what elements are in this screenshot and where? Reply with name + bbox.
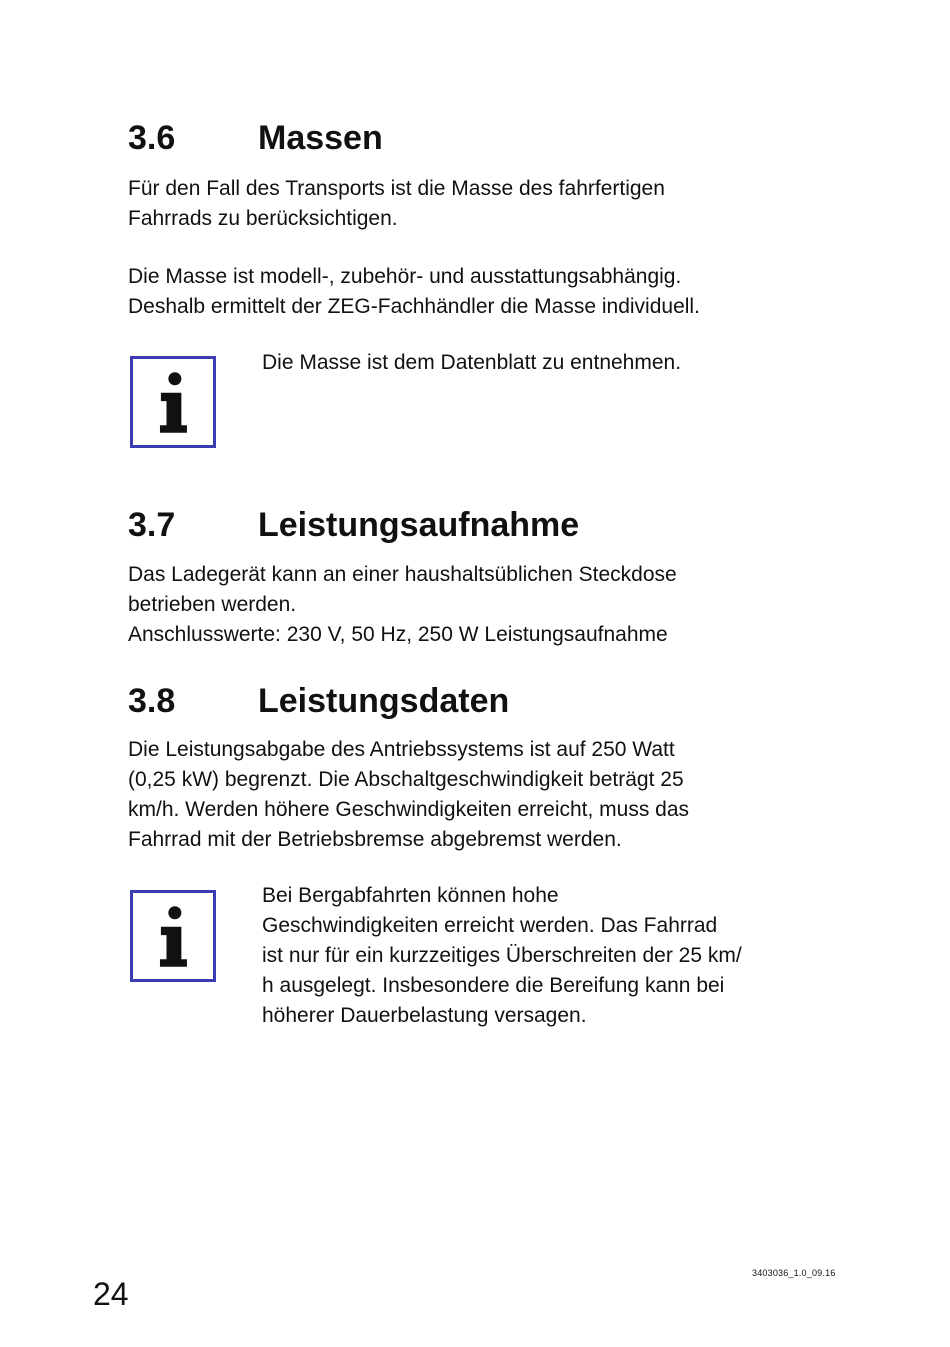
text-line: Das Ladegerät kann an einer haushaltsüblichen Steckdose <box>128 563 677 586</box>
text-line: Die Masse ist modell-, zubehör- und ausstattungsabhängig. <box>128 265 682 288</box>
text-line: Die Masse ist dem Datenblatt zu entnehmen. <box>262 351 682 374</box>
section-3-7-paragraph <box>128 560 677 650</box>
info-icon <box>130 890 216 982</box>
text-line: ist nur für ein kurzzeitiges Überschreiten der 25 km/ <box>262 944 742 967</box>
section-3-7-number: 3.7 <box>128 506 176 544</box>
text-line: betrieben werden. <box>128 593 297 616</box>
text-line: Geschwindigkeiten erreicht werden. Das Fahrrad <box>262 914 718 937</box>
document-code: 3403036_1.0_09.16 <box>752 1268 836 1278</box>
section-3-6-paragraph-2 <box>128 262 700 322</box>
section-3-8-title: Leistungsdaten <box>258 682 510 720</box>
text-line: Deshalb ermittelt der ZEG-Fachhändler die Masse individuell. <box>128 295 700 318</box>
text-line: höherer Dauerbelastung versagen. <box>262 1004 587 1027</box>
text-line: Die Leistungsabgabe des Antriebssystems ist auf 250 Watt <box>128 738 675 761</box>
text-line: h ausgelegt. Insbesondere die Bereifung kann bei <box>262 974 725 997</box>
section-3-6-title: Massen <box>258 119 383 157</box>
text-line: Anschlusswerte: 230 V, 50 Hz, 250 W Leistungsaufnahme <box>128 623 668 646</box>
section-3-6-info-note <box>262 348 681 378</box>
info-icon <box>130 356 216 448</box>
text-line: Fahrrads zu berücksichtigen. <box>128 207 398 230</box>
text-line: Für den Fall des Transports ist die Masse des fahrfertigen <box>128 177 665 200</box>
text-line: km/h. Werden höhere Geschwindigkeiten erreicht, muss das <box>128 798 690 821</box>
section-3-7-title: Leistungsaufnahme <box>258 506 580 544</box>
text-line: Bei Bergabfahrten können hohe <box>262 884 559 907</box>
section-3-8-number: 3.8 <box>128 682 176 720</box>
section-3-6-number: 3.6 <box>128 119 176 157</box>
page-number: 24 <box>93 1276 129 1312</box>
section-3-8-info-note <box>262 881 742 1031</box>
text-line: (0,25 kW) begrenzt. Die Abschaltgeschwindigkeit beträgt 25 <box>128 768 684 791</box>
text-line: Fahrrad mit der Betriebsbremse abgebremst werden. <box>128 828 622 851</box>
section-3-8-paragraph <box>128 735 689 855</box>
section-3-6-paragraph-1 <box>128 174 665 234</box>
